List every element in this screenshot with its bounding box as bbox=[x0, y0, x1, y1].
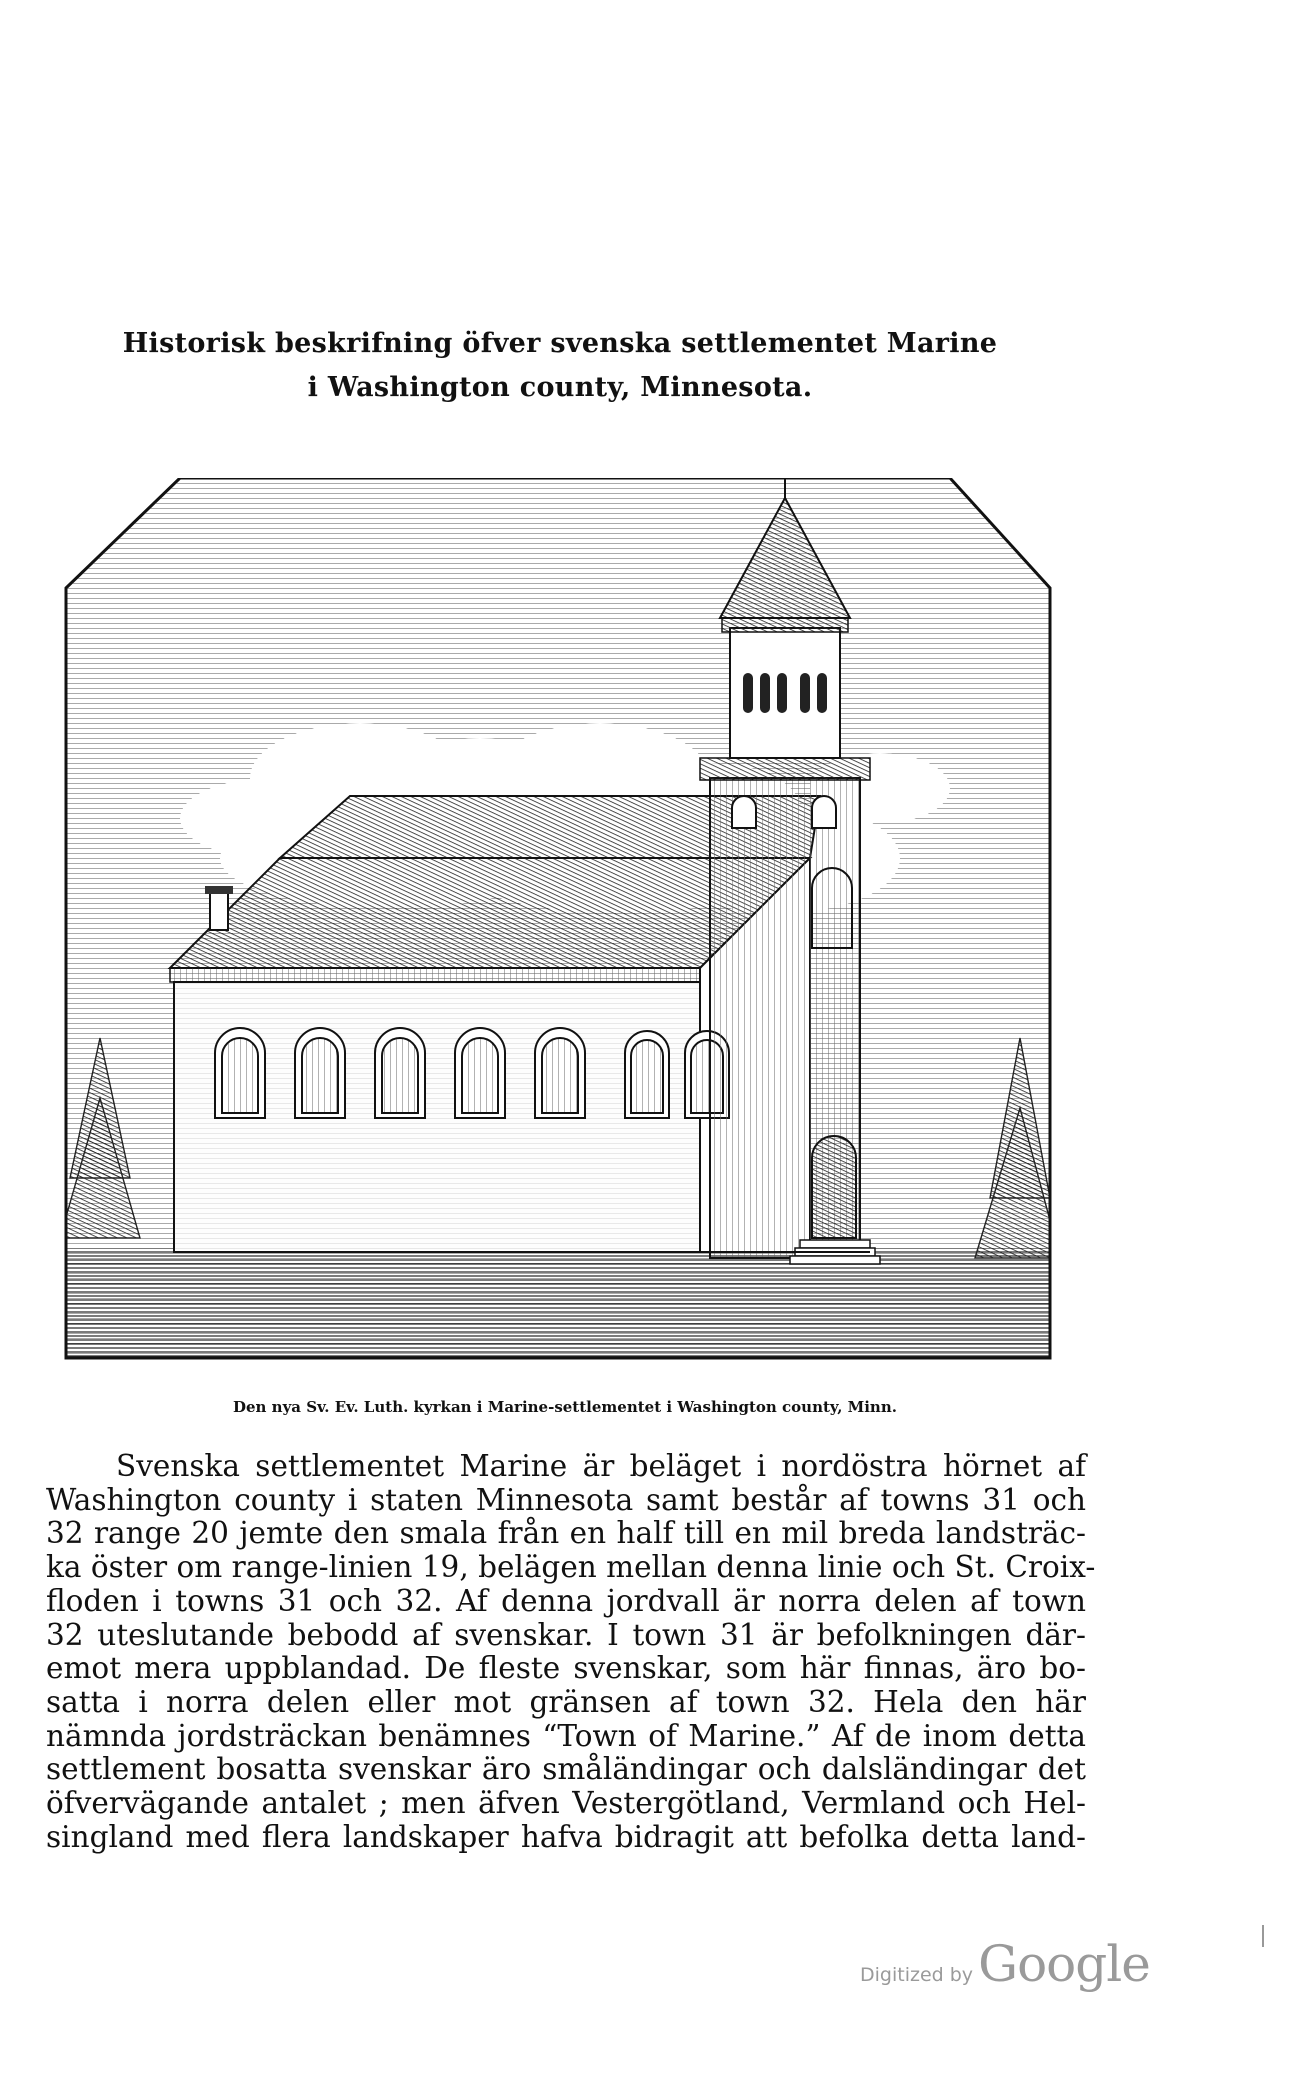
text-line: ka öster om range-linien 19, belägen mellan denna linie och St. Croix- bbox=[46, 1550, 1096, 1585]
watermark-brand: Google bbox=[978, 1935, 1150, 1993]
text-line: 32 range 20 jemte den smala från en half till en mil breda landsträc- bbox=[46, 1516, 1086, 1551]
watermark-prefix: Digitized by bbox=[860, 1964, 974, 1986]
text-line: 32 uteslutande bebodd af svenskar. I town 31 är befolkningen där- bbox=[46, 1617, 1086, 1652]
text-line: emot mera uppblandad. De fleste svenskar, som här finnas, äro bo- bbox=[46, 1651, 1086, 1686]
digitized-watermark bbox=[860, 1935, 1150, 1993]
text-line: Washington county i staten Minnesota samt består af towns 31 och bbox=[46, 1482, 1086, 1517]
text-line: floden i towns 31 och 32. Af denna jordvall är norra delen af town bbox=[46, 1583, 1086, 1618]
text-line: satta i norra delen eller mot gränsen af town 32. Hela den här bbox=[46, 1684, 1086, 1719]
text-line: öfvervägande antalet ; men äfven Vestergötland, Vermland och Hel- bbox=[46, 1786, 1086, 1821]
text-line: singland med flera landskaper hafva bidragit att befolka detta land- bbox=[46, 1819, 1086, 1854]
page-title bbox=[90, 322, 1030, 410]
title-line-1: Historisk beskrifning öfver svenska settlementet Marine bbox=[122, 328, 998, 359]
text-line: nämnda jordsträckan benämnes “Town of Marine.” Af de inom detta bbox=[46, 1718, 1086, 1753]
scan-edge-mark bbox=[1262, 1925, 1264, 1947]
text-line: settlement bosatta svenskar äro småländingar och dalsländingar det bbox=[46, 1752, 1086, 1787]
church-illustration bbox=[60, 478, 1060, 1378]
title-line-2: i Washington county, Minnesota. bbox=[307, 372, 813, 403]
text-line: Svenska settlementet Marine är beläget i nordöstra hörnet af bbox=[116, 1449, 1086, 1483]
figure-caption: Den nya Sv. Ev. Luth. kyrkan i Marine-settlementet i Washington county, Minn. bbox=[233, 1398, 897, 1416]
body-paragraph bbox=[46, 1449, 1096, 1854]
